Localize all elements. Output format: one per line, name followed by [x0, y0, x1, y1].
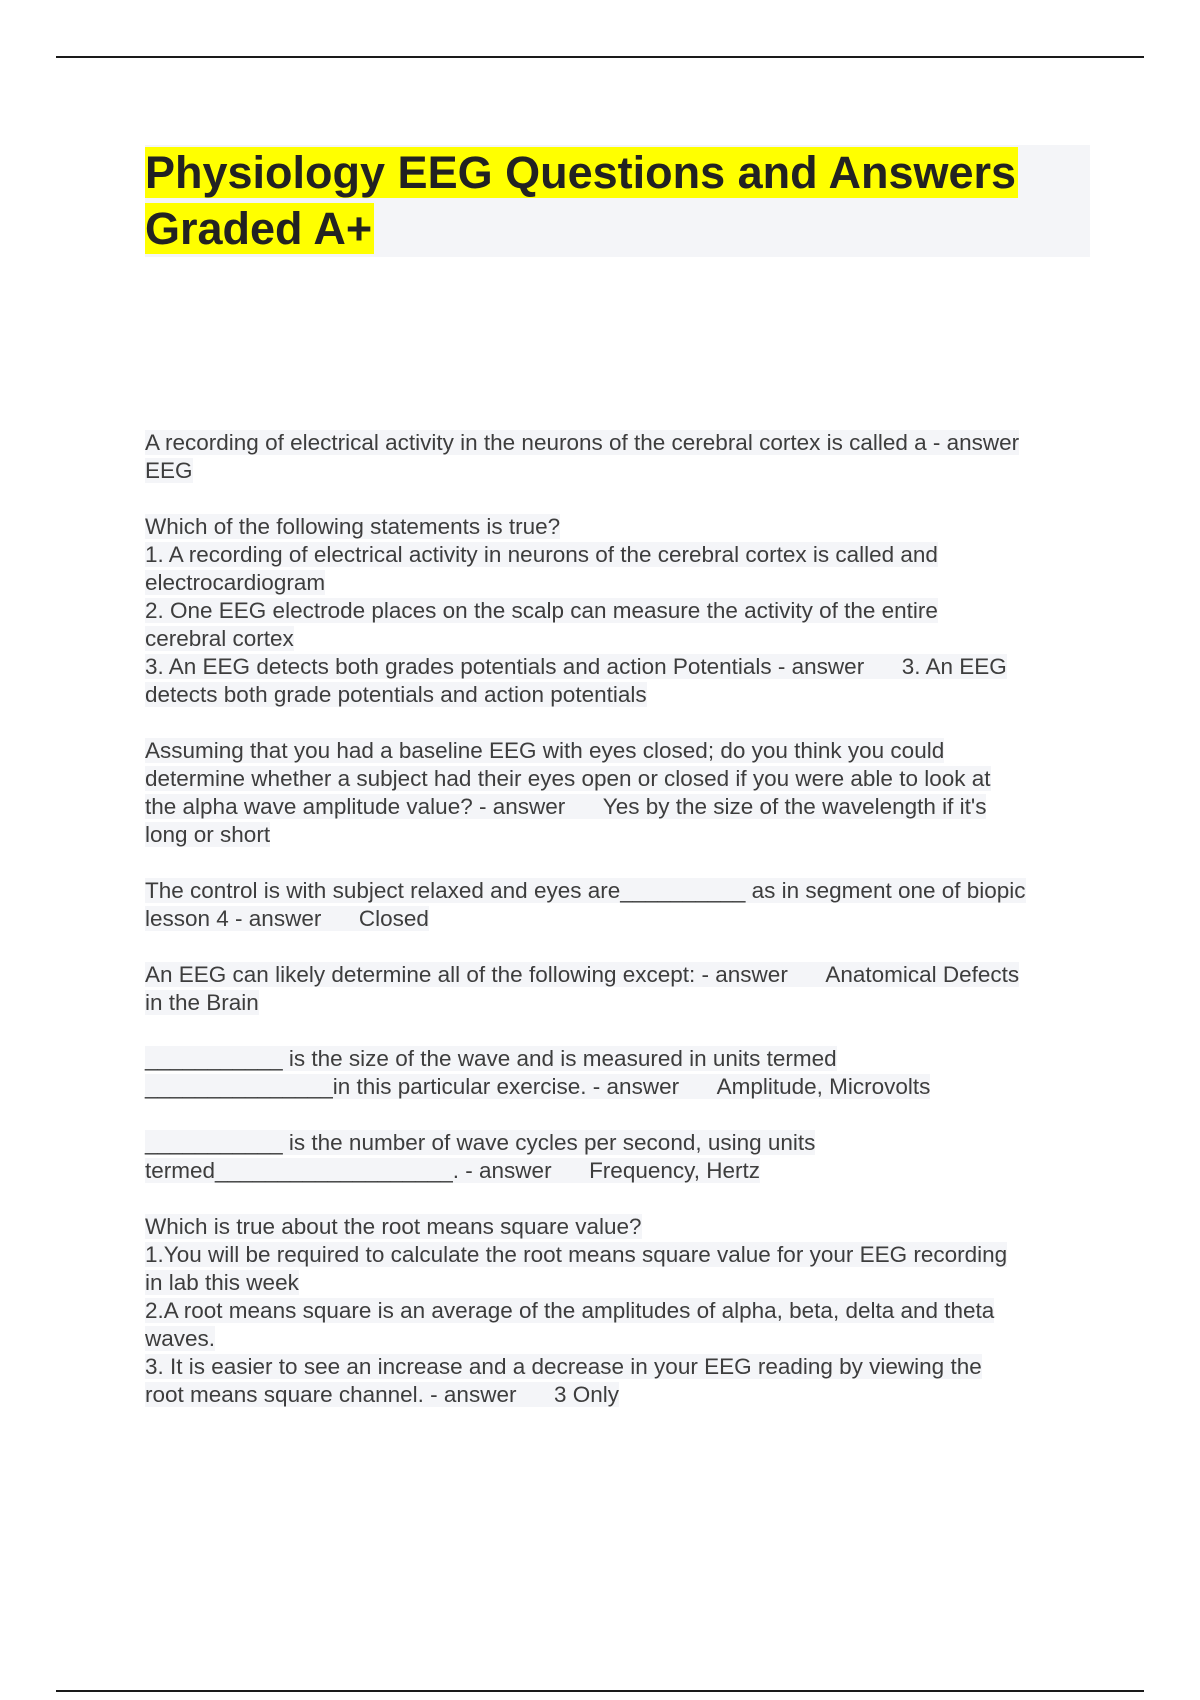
qa-line-text: termed___________________. - answer Frequency, Hertz: [145, 1158, 760, 1183]
qa-line: [145, 1325, 1090, 1353]
qa-line-text: Assuming that you had a baseline EEG with eyes closed; do you think you could: [145, 738, 945, 763]
qa-line: [145, 1045, 1090, 1073]
qa-line-text: in the Brain: [145, 990, 259, 1015]
qa-line-text: 1. A recording of electrical activity in neurons of the cerebral cortex is called and: [145, 542, 938, 567]
qa-line: [145, 793, 1090, 821]
qa-item: [145, 877, 1090, 933]
qa-line-text: long or short: [145, 822, 271, 847]
title-line-1: Physiology EEG Questions and Answers: [145, 147, 1017, 198]
qa-line-text: 3. An EEG detects both grades potentials and action Potentials - answer 3. An EEG: [145, 654, 1007, 679]
qa-item: [145, 1129, 1090, 1185]
qa-line: [145, 905, 1090, 933]
qa-line: [145, 653, 1090, 681]
qa-line: [145, 625, 1090, 653]
qa-line-text: 1.You will be required to calculate the root means square value for your EEG recording: [145, 1242, 1008, 1267]
bottom-rule: [56, 1690, 1144, 1692]
qa-line-text: The control is with subject relaxed and eyes are__________ as in segment one of biopic: [145, 878, 1026, 903]
qa-line-text: 3. It is easier to see an increase and a decrease in your EEG reading by viewing the: [145, 1354, 982, 1379]
document-body: [145, 145, 1090, 1437]
qa-line: [145, 765, 1090, 793]
qa-line-text: determine whether a subject had their eyes open or closed if you were able to look at: [145, 766, 991, 791]
qa-line: [145, 457, 1090, 485]
qa-line: [145, 681, 1090, 709]
qa-line-text: lesson 4 - answer Closed: [145, 906, 429, 931]
qa-line-text: ___________ is the number of wave cycles per second, using units: [145, 1130, 816, 1155]
qa-item: [145, 429, 1090, 485]
qa-line: [145, 1353, 1090, 1381]
qa-line-text: 2.A root means square is an average of the amplitudes of alpha, beta, delta and theta: [145, 1298, 995, 1323]
qa-line: [145, 1073, 1090, 1101]
qa-line: [145, 1129, 1090, 1157]
qa-item: [145, 737, 1090, 849]
qa-line: [145, 1213, 1090, 1241]
title-block: [145, 145, 1090, 257]
qa-line-text: 2. One EEG electrode places on the scalp can measure the activity of the entire: [145, 598, 938, 623]
qa-line: [145, 737, 1090, 765]
qa-line-text: EEG: [145, 458, 193, 483]
qa-line-text: Which of the following statements is true?: [145, 514, 561, 539]
qa-line-text: An EEG can likely determine all of the following except: - answer Anatomical Defects: [145, 962, 1020, 987]
qa-line: [145, 429, 1090, 457]
qa-line-text: cerebral cortex: [145, 626, 294, 651]
qa-list: [145, 429, 1090, 1409]
qa-line: [145, 569, 1090, 597]
qa-line: [145, 989, 1090, 1017]
qa-line: [145, 1381, 1090, 1409]
qa-item: [145, 513, 1090, 709]
qa-item: [145, 961, 1090, 1017]
qa-line: [145, 877, 1090, 905]
qa-line: [145, 541, 1090, 569]
qa-line: [145, 961, 1090, 989]
qa-line: [145, 1297, 1090, 1325]
qa-line-text: the alpha wave amplitude value? - answer Yes by the size of the wavelength if it's: [145, 794, 987, 819]
title-line-2: Graded A+: [145, 203, 373, 254]
qa-line-text: detects both grade potentials and action potentials: [145, 682, 647, 707]
qa-line: [145, 597, 1090, 625]
qa-line: [145, 1157, 1090, 1185]
page-title: [145, 145, 1090, 257]
qa-line-text: electrocardiogram: [145, 570, 326, 595]
qa-line: [145, 1241, 1090, 1269]
qa-line-text: waves.: [145, 1326, 216, 1351]
top-rule: [56, 56, 1144, 58]
qa-line: [145, 821, 1090, 849]
qa-line-text: in lab this week: [145, 1270, 299, 1295]
qa-line-text: _______________in this particular exercise. - answer Amplitude, Microvolts: [145, 1074, 931, 1099]
qa-line-text: ___________ is the size of the wave and is measured in units termed: [145, 1046, 837, 1071]
qa-line-text: root means square channel. - answer 3 Only: [145, 1382, 619, 1407]
qa-item: [145, 1045, 1090, 1101]
qa-line-text: A recording of electrical activity in the neurons of the cerebral cortex is called a - answer: [145, 430, 1020, 455]
qa-line: [145, 1269, 1090, 1297]
qa-line-text: Which is true about the root means square value?: [145, 1214, 642, 1239]
qa-line: [145, 513, 1090, 541]
qa-item: [145, 1213, 1090, 1409]
